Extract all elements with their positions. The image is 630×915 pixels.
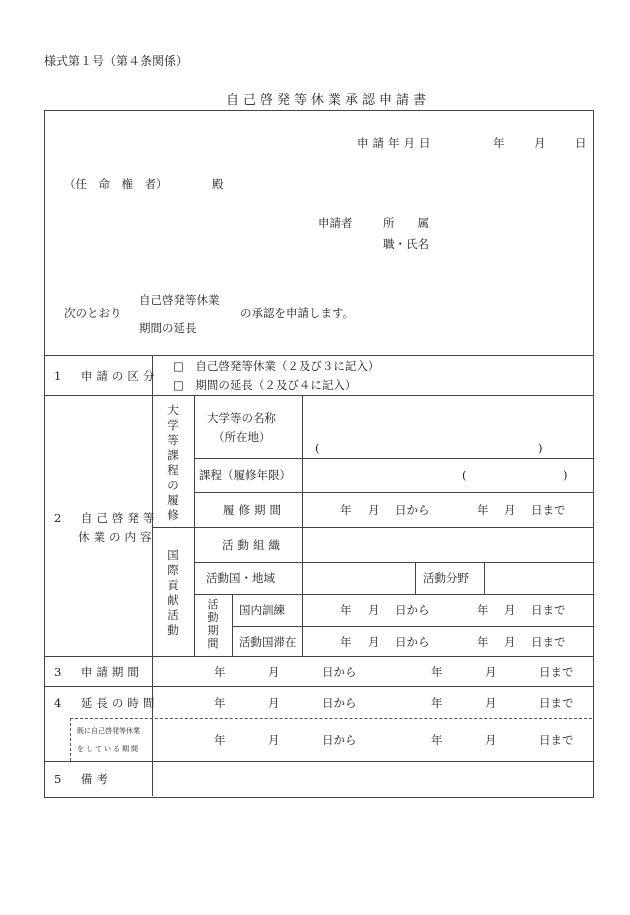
already-until-year: 年 [431, 733, 443, 747]
divider-section1-top [44, 355, 593, 356]
option-leave-checkbox[interactable]: □ 自己啓発等休業（２及び３に記入） [173, 359, 380, 373]
already-from-day: 日から [322, 733, 357, 747]
stay-until-month: 月 [504, 635, 516, 649]
already-until-month: 月 [485, 733, 497, 747]
study-until-day: 日まで [531, 503, 566, 517]
section3-label: 3 申請期間 [54, 665, 143, 679]
extension-until-day: 日まで [539, 696, 574, 710]
field-value-divider [484, 562, 485, 594]
extension-from-month: 月 [268, 696, 280, 710]
divider-univ-intl [152, 527, 593, 528]
period-from-day: 日から [322, 665, 357, 679]
divider-section2-top [44, 395, 593, 396]
field-label: 活動分野 [423, 571, 469, 585]
divider-domestic [232, 626, 593, 627]
application-day-unit: 日 [575, 136, 587, 150]
activity-period-vertical-label: 活動期間 [207, 598, 219, 650]
dono-label: 殿 [212, 177, 224, 191]
already-period-label-line1: 既に自己啓発等休業 [77, 727, 140, 735]
period-until-month: 月 [485, 665, 497, 679]
divider-org [194, 562, 593, 563]
position-name-label: 職・氏名 [383, 237, 429, 251]
intl-vertical-label: 国際貢献活動 [167, 548, 179, 637]
divider-univ-name [194, 458, 593, 459]
stay-until-day: 日まで [531, 635, 566, 649]
appointer-label: （任 命 権 者） [64, 177, 168, 191]
stay-from-year: 年 [340, 635, 352, 649]
divider-course [194, 492, 593, 493]
form-number: 様式第１号（第４条関係） [44, 54, 189, 68]
section5-label: 5 備考 [54, 772, 112, 786]
extension-from-day: 日から [322, 696, 357, 710]
extension-from-year: 年 [214, 696, 226, 710]
already-from-year: 年 [214, 733, 226, 747]
section4-label: 4 延長の時間 [54, 696, 159, 710]
form-title: 自己啓発等休業承認申請書 [226, 93, 431, 108]
divider-section4-top [44, 686, 593, 687]
study-period-label: 履修期間 [223, 503, 285, 517]
domestic-until-year: 年 [477, 603, 489, 617]
univ-name-label: 大学等の名称 [207, 411, 276, 425]
domestic-from-day: 日から [395, 603, 430, 617]
already-period-label-line2: をしている期間 [77, 745, 140, 753]
already-until-day: 日まで [539, 733, 574, 747]
divider-section5-top [44, 761, 593, 762]
category-column-divider [194, 395, 195, 657]
application-date-label: 申請年月日 [357, 136, 435, 150]
already-from-month: 月 [268, 733, 280, 747]
stay-until-year: 年 [477, 635, 489, 649]
univ-paren-close: ) [538, 441, 543, 455]
univ-vertical-label: 大学等課程の履修 [167, 403, 179, 522]
study-until-month: 月 [504, 503, 516, 517]
period-from-month: 月 [268, 665, 280, 679]
org-label: 活動組織 [222, 538, 284, 552]
domestic-from-year: 年 [340, 603, 352, 617]
activity-period-divider [232, 594, 233, 657]
option-extension-checkbox[interactable]: □ 期間の延長（２及び４に記入） [173, 378, 357, 392]
period-until-day: 日まで [539, 665, 574, 679]
course-label: 課程（履修年限） [199, 468, 291, 482]
section1-label: 1 申請の区分 [54, 369, 159, 383]
course-paren-close: ) [563, 468, 568, 482]
extension-until-month: 月 [485, 696, 497, 710]
section2-label-line1: 2 自己啓発等 [54, 511, 159, 525]
section2-label-line2: 休業の内容 [78, 530, 156, 544]
already-period-dashed-top [70, 718, 592, 719]
study-from-month: 月 [368, 503, 380, 517]
already-period-dashed-left [70, 718, 71, 761]
domestic-from-month: 月 [368, 603, 380, 617]
univ-paren-open: ( [315, 441, 320, 455]
univ-location-label: （所在地） [213, 430, 271, 444]
domestic-until-month: 月 [504, 603, 516, 617]
statement-option-extension: 期間の延長 [139, 321, 197, 335]
course-paren-open: ( [462, 468, 467, 482]
label-column-divider [152, 355, 153, 796]
application-month-unit: 月 [534, 136, 546, 150]
stay-from-month: 月 [368, 635, 380, 649]
country-field-divider [415, 562, 416, 594]
country-label: 活動国・地域 [206, 571, 275, 585]
divider-country [194, 594, 593, 595]
period-until-year: 年 [431, 665, 443, 679]
value-column-divider [302, 395, 303, 657]
study-from-day: 日から [395, 503, 430, 517]
applicant-label: 申請者 [318, 216, 353, 230]
stay-from-day: 日から [395, 635, 430, 649]
statement-suffix: の承認を申請します。 [240, 306, 355, 320]
domestic-until-day: 日まで [531, 603, 566, 617]
study-until-year: 年 [477, 503, 489, 517]
statement-option-leave: 自己啓発等休業 [139, 293, 220, 307]
stay-label: 活動国滞在 [239, 635, 297, 649]
statement-prefix: 次のとおり [64, 306, 122, 320]
divider-section3-top [44, 656, 593, 657]
extension-until-year: 年 [431, 696, 443, 710]
affiliation-label: 所 属 [383, 216, 429, 230]
study-from-year: 年 [340, 503, 352, 517]
application-year-unit: 年 [493, 136, 505, 150]
domestic-training-label: 国内訓練 [239, 603, 285, 617]
period-from-year: 年 [214, 665, 226, 679]
